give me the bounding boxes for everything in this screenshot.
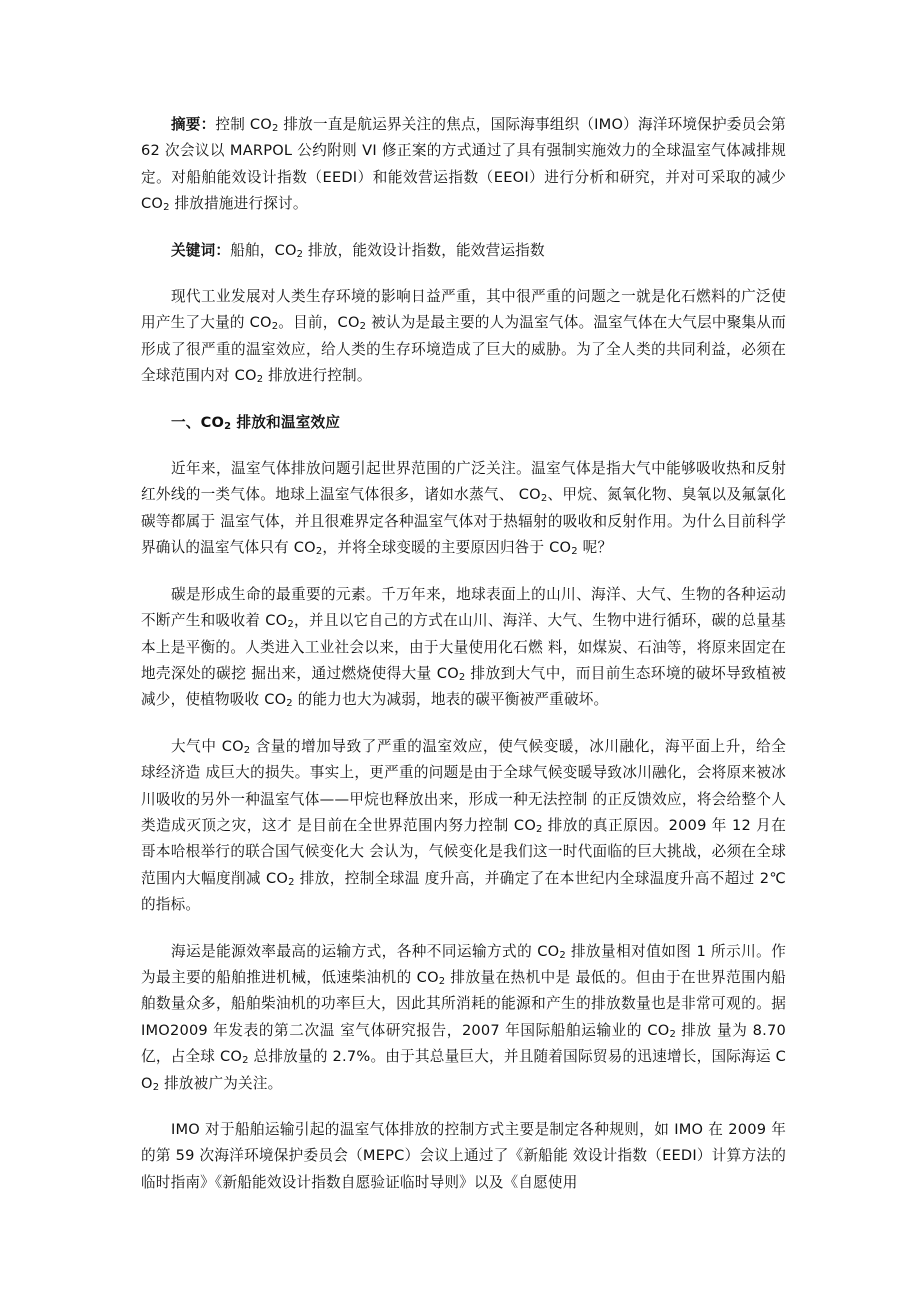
paragraph-imo-regulations: IMO 对于船舶运输引起的温室气体排放的控制方式主要是制定各种规则，如 IMO 在 2009 年的第 59 次海洋环境保护委员会（MEPC）会议上通过了《新船能 效设计指数（EEDI）计算方法的临时指南》《新船能效设计指数自愿验证临时导则》以及《自愿使用 bbox=[141, 1121, 786, 1191]
paragraph-climate-effects: 大气中 $CO_2$ 含量的增加导致了严重的温室效应，使气候变暖，冰川融化，海平面上升，给全球经济造 成巨大的损失。事实上，更严重的问题是由于全球气候变暖导致冰川融化，会将原来被冰川吸收的另外一种温室气体——甲烷也释放出来，形成一种无法控制 的正反馈效应，将会给整个人类造成灭顶之灾，这才 是目前在全世界范围内努力控制 $CO_2$ 排放的真正原因。2009 年 12 月在哥本哈根举行的联合国气候变化大 会认为，气候变化是我们这一时代面临的巨大挑战，必须在全球范围内大幅度削减 $CO_2$ 排放，控制全球温 度升高，并确定了在本世纪内全球温度升高不超过 2℃的指标。 bbox=[141, 737, 786, 914]
section-heading: 一、$CO_2$ 排放和温室效应 bbox=[171, 413, 341, 432]
abstract-paragraph: 摘要：控制 $CO_2$ 排放一直是航运界关注的焦点，国际海事组织（IMO）海洋环境保护委员会第 62 次会议以 MARPOL 公约附则 VI 修正案的方式通过了具有强制实施效力的全球温室气体减排规定。对船舶能效设计指数（EEDI）和能效营运指数（EEOI）进行分析和研究，并对可采取的减少 $CO_2$ 排放措施进行探讨。 bbox=[141, 116, 786, 214]
keywords-paragraph: 关键词：船舶，$CO_2$ 排放，能效设计指数，能效营运指数 bbox=[171, 241, 545, 260]
keywords-label: 关键词： bbox=[171, 241, 231, 259]
paragraph-carbon-cycle: 碳是形成生命的最重要的元素。千万年来，地球表面上的山川、海洋、大气、生物的各种运动不断产生和吸收着 $CO_2$，并且以它自己的方式在山川、海洋、大气、生物中进行循环，碳的总量基本上是平衡的。人类进入工业社会以来，由于大量使用化石燃 料，如煤炭、石油等，将原来固定在地壳深处的碳挖 掘出来，通过燃烧使得大量 $CO_2$ 排放到大气中，而目前生态环境的破坏导致植被减少，使植物吸收 $CO_2$ 的能力也大为减弱，地表的碳平衡被严重破坏。 bbox=[141, 585, 787, 710]
abstract-label: 摘要： bbox=[171, 116, 216, 133]
paragraph-greenhouse-gases: 近年来，温室气体排放问题引起世界范围的广泛关注。温室气体是指大气中能够吸收热和反射红外线的一类气体。地球上温室气体很多，诸如水蒸气、 $CO_2$、甲烷、氮氧化物、臭氧以及氟氯化碳等都属于 温室气体，并且很难界定各种温室气体对于热辐射的吸收和反射作用。为什么目前科学界确认的温室气体只有 $CO_2$，并将全球变暖的主要原因归咎于 $CO_2$ 呢？ bbox=[141, 460, 787, 558]
document-body bbox=[141, 112, 786, 1196]
paragraph-shipping-emissions: 海运是能源效率最高的运输方式，各种不同运输方式的 $CO_2$ 排放量相对值如图 1 所示川。作为最主要的船舶推进机械，低速柴油机的 $CO_2$ 排放量在热机中是 最低的。但由于在世界范围内船舶数量众多，船舶柴油机的功率巨大，因此其所消耗的能源和产生的排放数量也是非常可观的。据 IMO2009 年发表的第二次温 室气体研究报告，2007 年国际船舶运输业的 $CO_2$ 排放 量为 8.70 亿，占全球 $CO_2$ 总排放量的 2.7%。由于其总量巨大，并且随着国际贸易的迅速增长，国际海运 $CO_2$ 排放被广为关注。 bbox=[141, 942, 787, 1093]
intro-paragraph: 现代工业发展对人类生存环境的影响日益严重，其中很严重的问题之一就是化石燃料的广泛使用产生了大量的 $CO_2$。目前，$CO_2$ 被认为是最主要的人为温室气体。温室气体在大气层中聚集从而形成了很严重的温室效应，给人类的生存环境造成了巨大的威胁。为了全人类的共同利益，必须在全球范围内对 $CO_2$ 排放进行控制。 bbox=[141, 288, 786, 386]
